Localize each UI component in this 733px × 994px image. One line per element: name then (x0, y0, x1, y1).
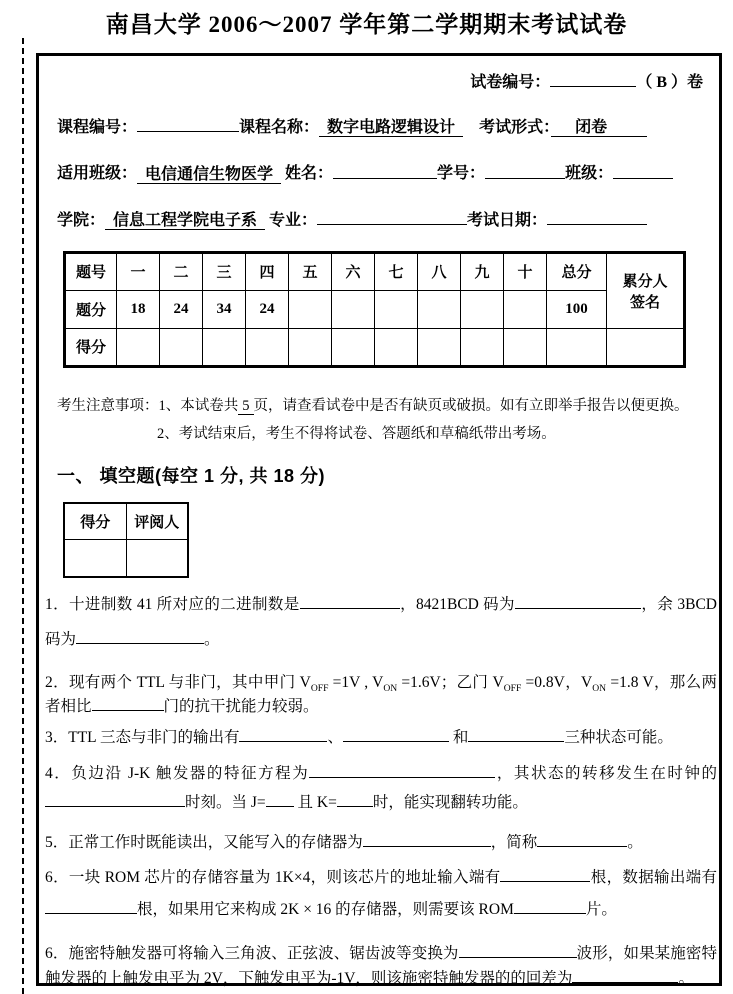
text-run: 3．TTL 三态与非门的输出有 (45, 728, 240, 746)
college-info-line (57, 210, 705, 231)
paper-number-line (57, 72, 705, 93)
points-cell (504, 290, 547, 328)
questions-list (45, 588, 717, 992)
question-4 (45, 759, 717, 818)
text-run: 、 (327, 728, 343, 746)
score-table-header-cell: 题号 (65, 252, 117, 290)
score-table-header-cell: 九 (461, 252, 504, 290)
text-run: 和 (448, 728, 469, 746)
recorder-sign-cell (607, 252, 685, 328)
text-run (463, 119, 479, 136)
text-run: 1．十进制数 41 所对应的二进制数是 (45, 595, 300, 613)
got-cell (504, 328, 547, 366)
question-6-schmitt (45, 942, 717, 992)
text-run: 波形，如果某施密特触发器的上触发电平为 2V，下触发电平为-1V，则该施密特触发器的的回差为 (45, 944, 717, 987)
text-run: 2、考试结束后，考生不得将试卷、答题纸和草稿纸带出考场。 (157, 425, 556, 442)
text-run: 考试形式： (479, 119, 552, 137)
text-run: （ B ）卷 (636, 74, 703, 92)
got-cell (461, 328, 504, 366)
score-table-header-cell: 二 (160, 252, 203, 290)
grade-table-empty-cell (64, 540, 126, 577)
text-run: 根，数据输出端有 (590, 869, 717, 887)
text-run: 学院： (57, 211, 106, 229)
got-cell (375, 328, 418, 366)
fill-in-blank (337, 792, 373, 807)
subscript-label: OFF (503, 682, 522, 694)
filled-value: 数字电路逻辑设计 (319, 119, 463, 137)
points-cell: 24 (246, 290, 289, 328)
score-table-header-cell: 六 (332, 252, 375, 290)
text-run: ，余 3BCD 码为 (45, 595, 717, 648)
text-run: 专业： (269, 211, 318, 229)
text-run: 。 (204, 630, 220, 648)
text-run: 5．正常工作时既能读出，又能写入的存储器为 (45, 834, 363, 852)
text-run: ，其状态的转移发生在时钟的 (495, 764, 717, 782)
score-table (63, 251, 686, 368)
points-row-label: 题分 (65, 290, 117, 328)
fill-in-blank (613, 163, 673, 178)
text-run: 页，请查看试卷中是否有缺页或破损。如有立即举手报告以便更换。 (253, 397, 689, 414)
text-run: ，简称 (490, 834, 538, 852)
fill-in-blank (459, 943, 577, 958)
fill-in-blank (45, 899, 137, 914)
binding-dashed-line (22, 38, 24, 994)
text-run: 学号： (437, 165, 486, 183)
got-cell (418, 328, 461, 366)
text-run: 片。 (585, 901, 617, 919)
question-3 (45, 726, 717, 750)
points-cell: 18 (117, 290, 160, 328)
points-cell (418, 290, 461, 328)
fill-in-blank (76, 629, 204, 644)
score-table-header-cell: 五 (289, 252, 332, 290)
question-5 (45, 831, 717, 855)
text-run: 且 K= (293, 793, 337, 811)
score-table-header-cell: 七 (375, 252, 418, 290)
fill-in-blank (317, 210, 467, 225)
exam-info-box (36, 53, 722, 986)
fill-in-blank (514, 899, 586, 914)
grade-table-header-cell: 得分 (64, 503, 126, 540)
points-cell (332, 290, 375, 328)
score-table-header-cell: 十 (504, 252, 547, 290)
section-1-heading: 一、 填空题(每空 1 分, 共 18 分) (57, 465, 326, 486)
fill-in-blank (309, 763, 495, 778)
subscript-label: OFF (310, 682, 329, 694)
note-line-1 (57, 392, 705, 420)
fill-in-blank (550, 72, 636, 87)
text-run: 时刻。当 J= (185, 793, 266, 811)
fill-in-blank (45, 792, 185, 807)
fill-in-blank (547, 210, 647, 225)
text-run: 门的抗干扰能力较弱。 (163, 697, 319, 715)
text-run: 课程编号： (57, 119, 138, 137)
text-run: =1.8 V，那么两者相比 (45, 673, 717, 715)
points-cell: 34 (203, 290, 246, 328)
filled-value: 信息工程学院电子系 (105, 212, 265, 230)
grade-table-empty-cell (126, 540, 188, 577)
score-table-header-cell: 总分 (547, 252, 607, 290)
fill-in-blank (266, 792, 294, 807)
points-cell (461, 290, 504, 328)
points-cell (289, 290, 332, 328)
exam-notes (57, 392, 705, 448)
points-cell: 24 (160, 290, 203, 328)
text-run: 。 (627, 834, 643, 852)
underlined-value: 5 (238, 398, 253, 415)
text-run: 班级： (565, 165, 614, 183)
score-table-header-cell: 八 (418, 252, 461, 290)
text-run: 考试日期： (467, 211, 548, 229)
fill-in-blank (500, 868, 590, 883)
text-run: 2．现有两个 TTL 与非门，其中甲门 V (45, 673, 311, 691)
got-cell (607, 328, 685, 366)
got-cell (332, 328, 375, 366)
filled-value: 电信通信生物医学 (137, 166, 281, 184)
text-run: 6．施密特触发器可将输入三角波、正弦波、锯齿波等变换为 (45, 944, 459, 962)
points-cell (375, 290, 418, 328)
fill-in-blank (468, 727, 564, 742)
subscript-label: ON (592, 682, 607, 694)
fill-in-blank (92, 696, 164, 711)
recorder-sign-line: 累分人 (622, 273, 668, 290)
text-run: 6．一块 ROM 芯片的存储容量为 1K×4，则该芯片的地址输入端有 (45, 869, 501, 887)
course-info-line (57, 117, 705, 138)
grade-table (63, 502, 189, 578)
text-run: 根，如果用它来构成 2K × 16 的存储器，则需要该 ROM (137, 901, 514, 919)
fill-in-blank (363, 833, 491, 848)
class-info-line (57, 163, 705, 184)
page-title: 南昌大学 2006～2007 学年第二学期期末考试试卷 (105, 12, 628, 37)
fill-in-blank (343, 727, 449, 742)
got-row-label: 得分 (65, 328, 117, 366)
question-2 (45, 671, 717, 719)
text-run: 考生注意事项：1、本试卷共 (57, 397, 239, 414)
text-run: 姓名： (285, 165, 334, 183)
fill-in-blank (572, 968, 678, 983)
text-run: =0.8V，V (521, 673, 593, 691)
fill-in-blank (485, 163, 565, 178)
fill-in-blank (239, 727, 327, 742)
fill-in-blank (300, 594, 400, 609)
score-table-header-cell: 一 (117, 252, 160, 290)
fill-in-blank (333, 163, 437, 178)
score-table-header-cell: 三 (203, 252, 246, 290)
subscript-label: ON (383, 682, 398, 694)
question-1 (45, 588, 717, 658)
question-6-rom (45, 862, 717, 926)
text-run: 时，能实现翻转功能。 (372, 793, 528, 811)
text-run: 。 (678, 969, 694, 987)
got-cell (203, 328, 246, 366)
got-cell (160, 328, 203, 366)
fill-in-blank (137, 117, 239, 132)
text-run: 试卷编号： (470, 74, 551, 92)
got-cell (289, 328, 332, 366)
text-run: =1.6V；乙门 V (397, 673, 504, 691)
text-run: ，8421BCD 码为 (399, 595, 515, 613)
got-cell (117, 328, 160, 366)
text-run: 三种状态可能。 (564, 728, 673, 746)
text-run: 适用班级： (57, 165, 138, 183)
note-line-2 (57, 420, 705, 448)
text-run: 4．负边沿 J-K 触发器的特征方程为 (45, 764, 310, 782)
fill-in-blank (537, 833, 627, 848)
fill-in-blank (515, 594, 641, 609)
score-table-header-cell: 四 (246, 252, 289, 290)
got-cell (547, 328, 607, 366)
grade-table-header-cell: 评阅人 (126, 503, 188, 540)
got-cell (246, 328, 289, 366)
filled-value: 闭卷 (551, 119, 647, 137)
points-cell: 100 (547, 290, 607, 328)
text-run: =1V , V (328, 673, 384, 691)
text-run: 课程名称： (239, 119, 320, 137)
recorder-sign-line: 签名 (629, 294, 660, 311)
